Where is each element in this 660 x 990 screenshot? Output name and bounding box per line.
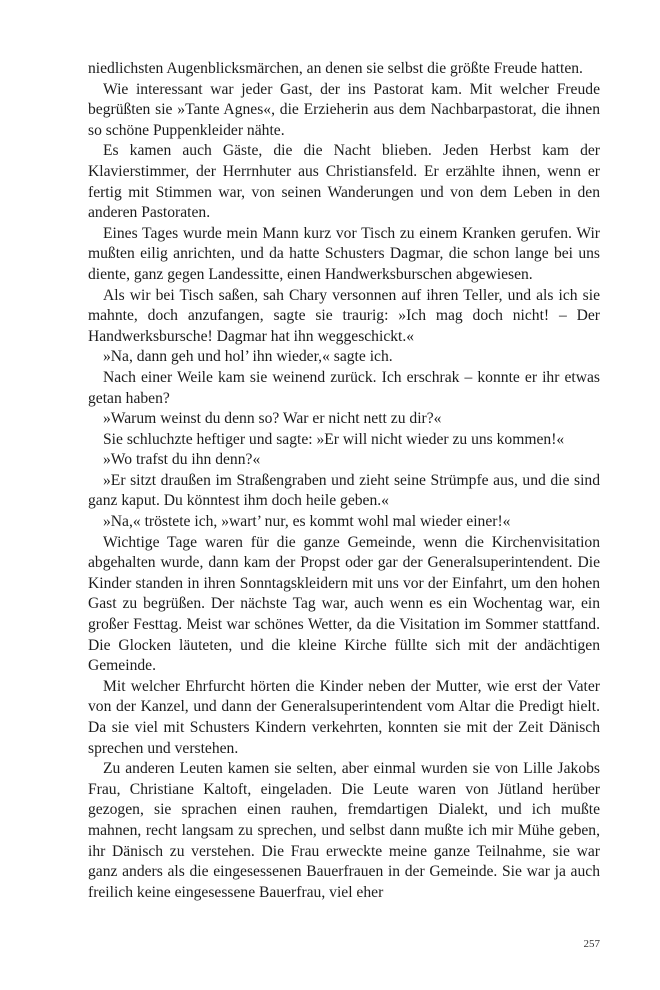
paragraph: »Na,« tröstete ich, »wart’ nur, es kommt wohl mal wieder einer!« bbox=[103, 513, 511, 531]
paragraph: Mit welcher Ehrfurcht hörten die Kinder neben der Mutter, wie erst der Vater von der Kanzel, und dann der Generalsuperintendent vom Altar die Predigt hielt. Da sie viel mit Schusters Kindern verkehrten, konnten sie mit der Zeit Dänisch sprechen und verstehen. bbox=[88, 677, 600, 757]
paragraph: Als wir bei Tisch saßen, sah Chary versonnen auf ihren Teller, und als ich sie mahnte, doch anzufangen, sagte sie traurig: »Ich mag doch nicht! – Der Handwerksbursche! Dagmar hat ihn weggeschickt.« bbox=[88, 286, 600, 345]
paragraph: Sie schluchzte heftiger und sagte: »Er will nicht wieder zu uns kommen!« bbox=[103, 430, 565, 448]
paragraph: Eines Tages wurde mein Mann kurz vor Tisch zu einem Kranken gerufen. Wir mußten eilig anrichten, und da hatte Schusters Dagmar, die schon lange bei uns diente, ganz gegen Landessitte, einen Handwerksburschen abgewiesen. bbox=[88, 224, 600, 283]
paragraph: »Er sitzt draußen im Straßengraben und zieht seine Strümpfe aus, und die sind ganz kaput. Du könntest ihm doch heile geben.« bbox=[88, 471, 600, 510]
paragraph: Wichtige Tage waren für die ganze Gemeinde, wenn die Kirchenvisitation abgehalten wurde, dann kam der Propst oder gar der Generalsuperintendent. Die Kinder standen in ihren Sonntagskleidern mit uns vor der Einfahrt, um den hohen Gast zu begrüßen. Der nächste Tag war, auch wenn es ein Wochentag war, ein großer Festtag. Meist war schönes Wetter, da die Visitation im Sommer stattfand. Die Glocken läuteten, und die kleine Kirche füllte sich mit der andächtigen Gemeinde. bbox=[88, 533, 600, 675]
page-number: 257 bbox=[583, 938, 600, 950]
paragraph: Es kamen auch Gäste, die die Nacht blieben. Jeden Herbst kam der Klavierstimmer, der Herrnhuter aus Christiansfeld. Er erzählte ihnen, wenn er fertig mit Stimmen war, von seinen Wanderungen und von dem Leben in den anderen Pastoraten. bbox=[88, 142, 600, 222]
paragraph: Wie interessant war jeder Gast, der ins Pastorat kam. Mit welcher Freude begrüßten sie »Tante Agnes«, die Erzieherin aus dem Nachbarpastorat, die ihnen so schöne Puppenkleider nähte. bbox=[88, 80, 600, 139]
paragraph: »Na, dann geh und hol’ ihn wieder,« sagte ich. bbox=[103, 348, 393, 366]
paragraph: Zu anderen Leuten kamen sie selten, aber einmal wurden sie von Lille Jakobs Frau, Christiane Kaltoft, eingeladen. Die Leute waren von Jütland herüber gezogen, sie sprachen einen rauhen, fremdartigen Dialekt, und ich mußte mahnen, recht langsam zu sprechen, und selbst dann mußte ich mir Mühe geben, ihr Dänisch zu verstehen. Die Frau erweckte meine ganze Teilnahme, sie war ganz anders als die eingesessenen Bauerfrauen in der Gemeinde. Sie war ja auch freilich keine eingesessene Bauerfrau, viel eher bbox=[88, 760, 600, 901]
paragraph: »Wo trafst du ihn denn?« bbox=[103, 451, 261, 469]
page-body bbox=[88, 59, 600, 903]
paragraph: »Warum weinst du denn so? War er nicht nett zu dir?« bbox=[103, 410, 442, 428]
paragraph: Nach einer Weile kam sie weinend zurück. Ich erschrak – konnte er ihr etwas getan haben? bbox=[88, 368, 600, 407]
paragraph: niedlichsten Augenblicksmärchen, an denen sie selbst die größte Freude hatten. bbox=[88, 60, 583, 77]
